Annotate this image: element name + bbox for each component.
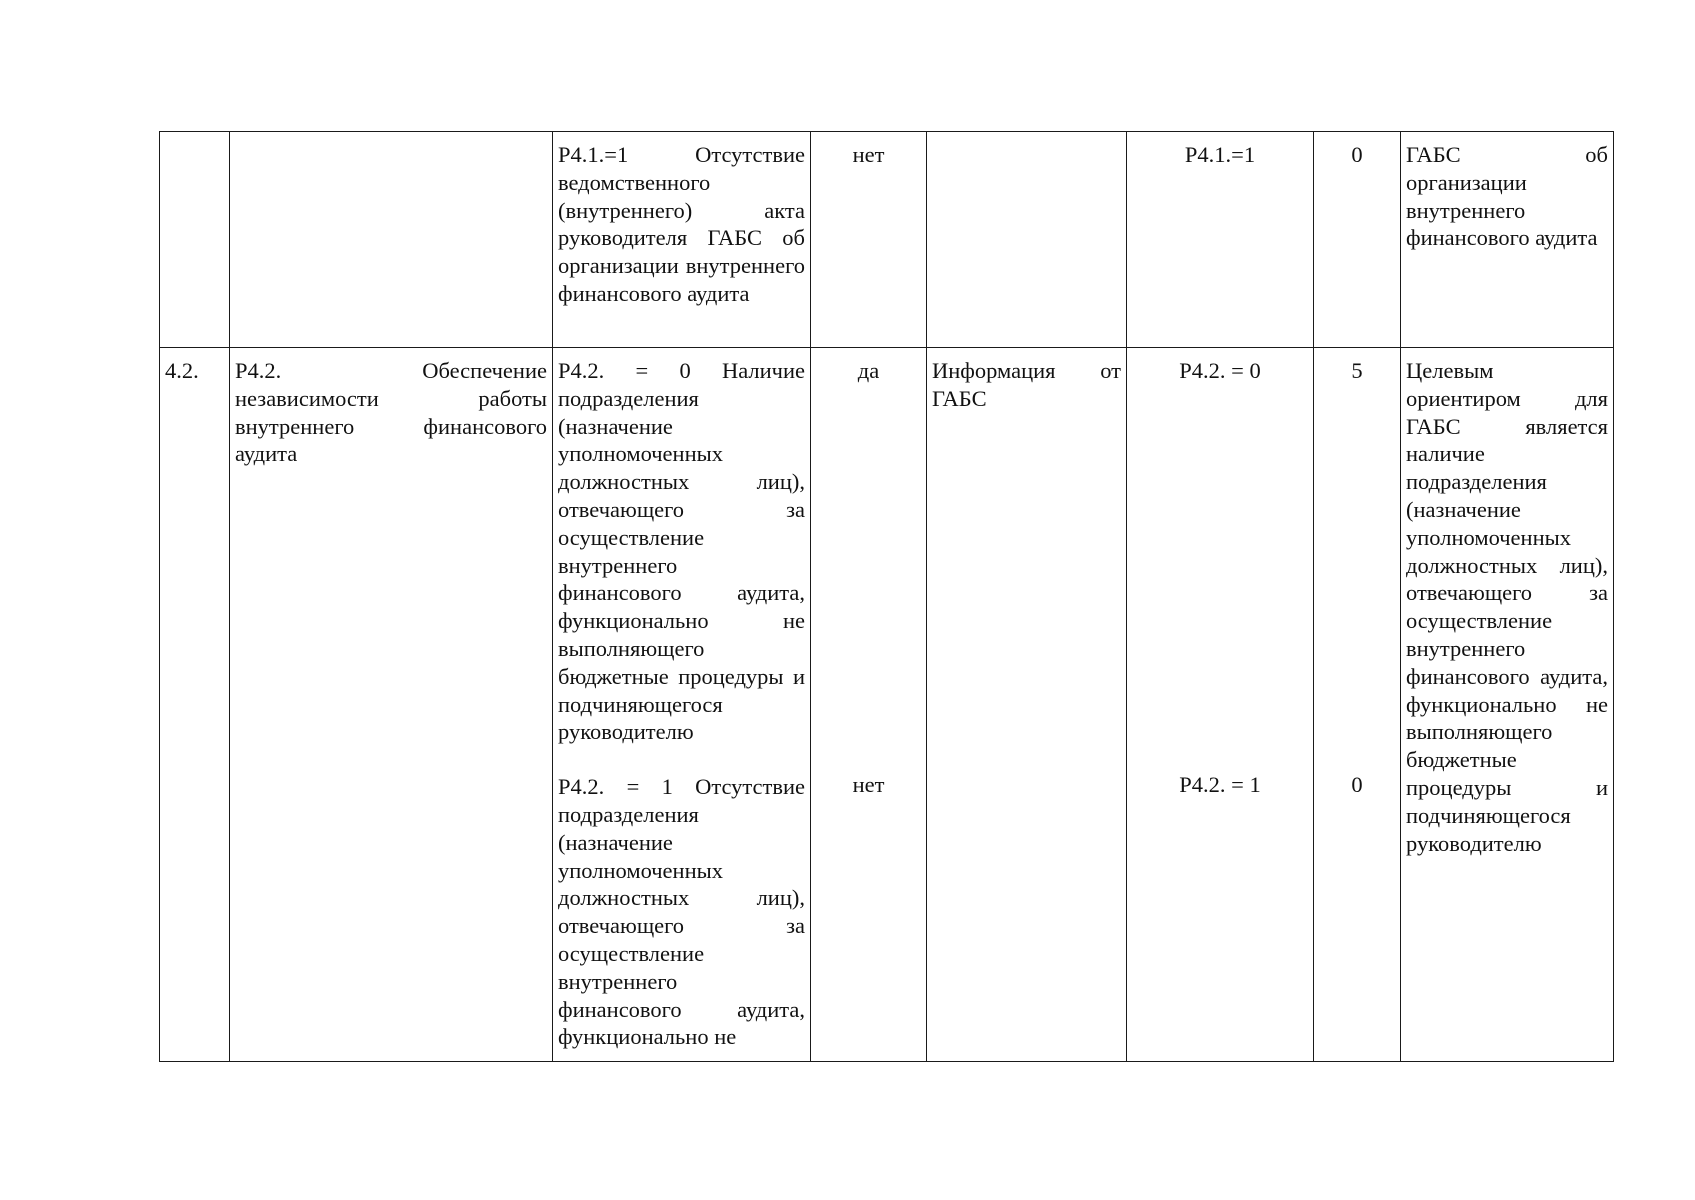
table-row	[160, 348, 1614, 1062]
score-cell	[1314, 132, 1401, 348]
source-cell	[927, 132, 1127, 348]
indicator-cell	[230, 348, 553, 1062]
formula-cell	[1127, 132, 1314, 348]
condition-text: Р4.2. = 0 Наличие подразделения (назначение уполномоченных должностных лиц), отвечающего за осуществление внутреннего финансового аудита, функционально не выполняющего бюджетные процедуры и подчиняющегося руководителю	[558, 358, 805, 745]
formula-value: Р4.2. = 1	[1179, 771, 1261, 797]
target-cell	[1401, 348, 1614, 1062]
condition-cell	[553, 132, 811, 348]
answer-value: нет	[852, 771, 885, 797]
target-text: Целевым ориентиром для ГАБС является наличие подразделения (назначение уполномоченных должностных лиц), отвечающего за осуществление внутреннего финансового аудита, функционально не выполняющего бюджетные процедуры и подчиняющегося руководителю	[1406, 358, 1608, 856]
indicator-table	[159, 131, 1614, 1062]
answer-cell	[811, 348, 927, 1062]
target-cell	[1401, 132, 1614, 348]
score-value: 0	[1351, 142, 1363, 167]
target-text: ГАБС об организации внутреннего финансового аудита	[1406, 142, 1608, 251]
indicator-name: Р4.2. Обеспечение независимости работы внутреннего финансового аудита	[235, 358, 547, 467]
answer-value: да	[857, 358, 880, 383]
condition-text: Р4.2. = 1 Отсутствие подразделения (назначение уполномоченных должностных лиц), отвечающего за осуществление внутреннего финансового аудита, функционально не	[558, 774, 805, 1050]
score-value: 0	[1351, 771, 1363, 797]
score-value: 5	[1351, 358, 1363, 383]
table-row	[160, 132, 1614, 348]
score-cell	[1314, 348, 1401, 1062]
row-number: 4.2.	[165, 358, 199, 383]
formula-value: Р4.2. = 0	[1179, 358, 1261, 383]
condition-cell	[553, 348, 811, 1062]
answer-spacer	[816, 385, 921, 771]
answer-cell	[811, 132, 927, 348]
row-number-cell	[160, 348, 230, 1062]
score-spacer	[1319, 385, 1395, 771]
condition-text: Р4.1.=1 Отсутствие ведомственного (внутреннего) акта руководителя ГАБС об организации внутреннего финансового аудита	[558, 142, 805, 306]
row-number-cell	[160, 132, 230, 348]
indicator-cell	[230, 132, 553, 348]
formula-value: Р4.1.=1	[1184, 142, 1256, 167]
answer-value: нет	[852, 142, 885, 167]
source-text: Информация от ГАБС	[932, 358, 1121, 411]
source-cell	[927, 348, 1127, 1062]
formula-spacer	[1132, 385, 1308, 771]
formula-cell	[1127, 348, 1314, 1062]
